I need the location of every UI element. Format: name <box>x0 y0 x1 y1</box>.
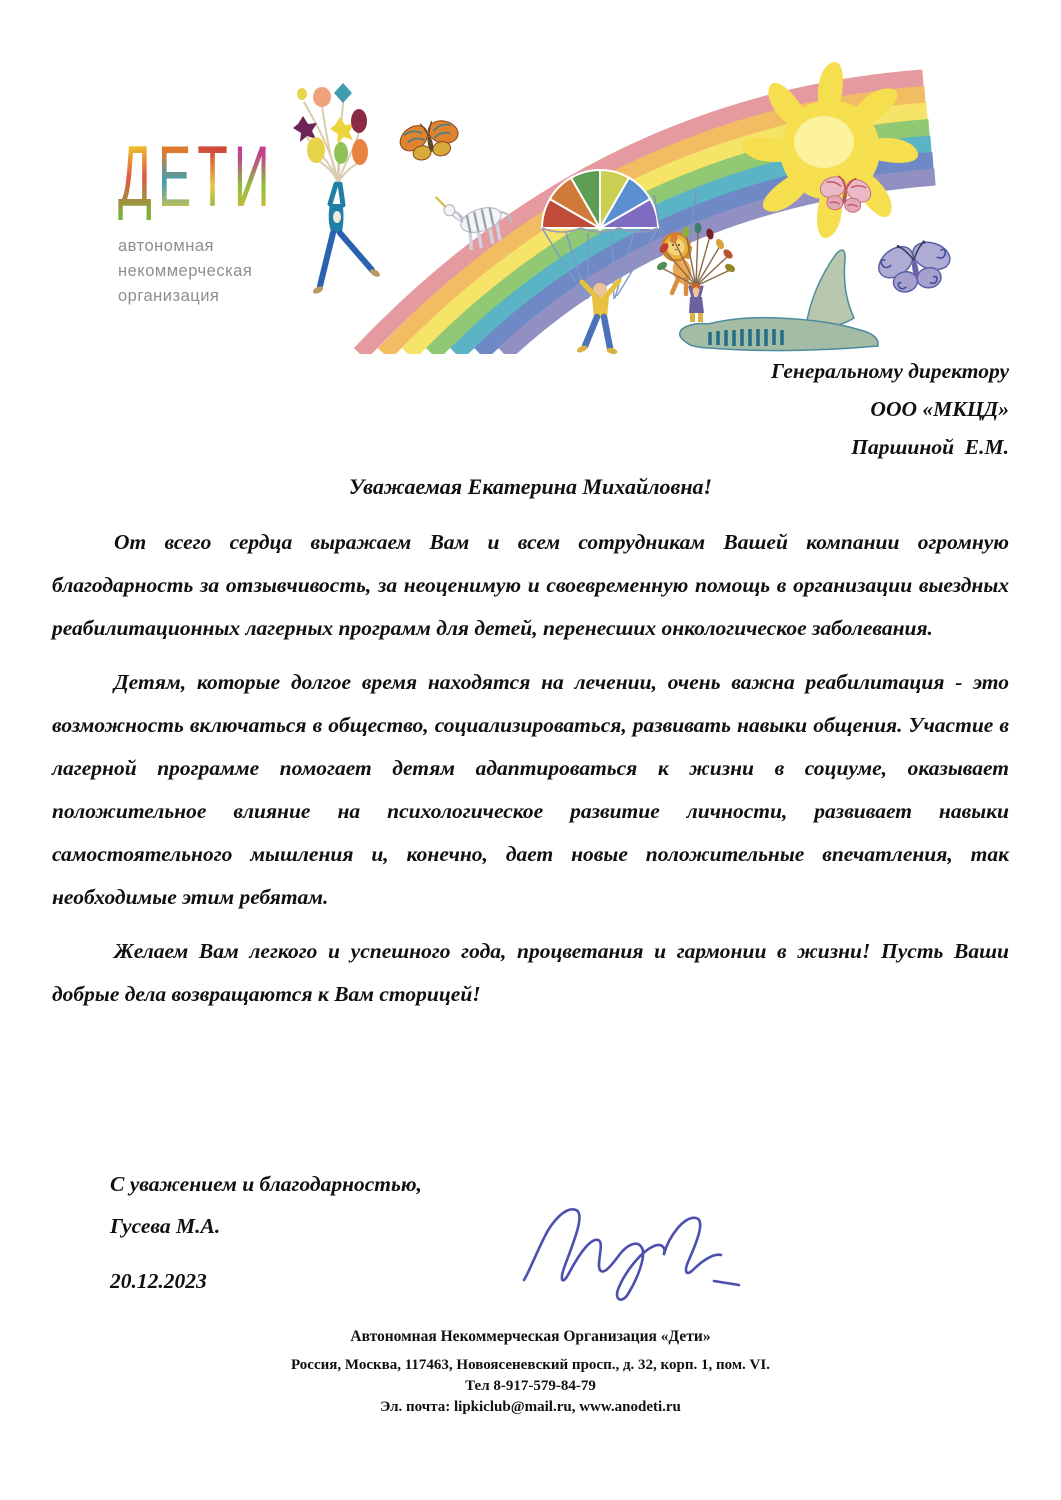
recipient-line: Генеральному директору <box>771 359 1009 383</box>
letter-date: 20.12.2023 <box>110 1269 207 1293</box>
logo-subtitle-line: организация <box>118 287 220 305</box>
org-logo <box>118 128 288 309</box>
logo-letter: Е <box>157 128 192 226</box>
body-paragraph: Желаем Вам легкого и успешного года, процветания и гармонии в жизни! Пусть Ваши добрые дела возвращаются к Вам сторицей! <box>52 939 1009 1006</box>
footer-org-name: Автономная Некоммерческая Организация «Дети» <box>350 1328 711 1345</box>
footer-phone: Тел 8-917-579-84-79 <box>465 1378 596 1394</box>
letter-body <box>52 521 1009 1027</box>
logo-subtitle <box>118 234 288 309</box>
recipient-line: Паршиной Е.М. <box>851 435 1009 459</box>
signer-name: Гусева М.А. <box>110 1214 221 1238</box>
closing-block <box>110 1163 422 1302</box>
logo-letter: Т <box>197 128 228 226</box>
logo-wordmark <box>118 128 288 226</box>
header-artwork <box>268 62 993 354</box>
body-paragraph: От всего сердца выражаем Вам и всем сотрудникам Вашей компании огромную благодарность за отзывчивость, за неоценимую и своевременную помощь в организации выездных реабилитационных лагерных программ для детей, перенесших онкологическое заболевания. <box>52 530 1009 640</box>
logo-letter: И <box>233 128 270 226</box>
recipient-block <box>771 352 1009 466</box>
footer-email: Эл. почта: lipkiclub@mail.ru, www.anodeti.ru <box>380 1399 681 1415</box>
salutation: Уважаемая Екатерина Михайловна! <box>348 474 713 499</box>
logo-subtitle-line: некоммерческая <box>118 262 253 280</box>
logo-subtitle-line: автономная <box>118 237 214 255</box>
butterfly-orange-icon <box>393 112 466 164</box>
footer-address: Россия, Москва, 117463, Новоясеневский просп., д. 32, корп. 1, пом. VI. <box>291 1357 770 1373</box>
logo-letter: Д <box>118 128 152 226</box>
body-paragraph: Детям, которые долгое время находятся на лечении, очень важна реабилитация - это возможность включаться в общество, социализироваться, развивать навыки общения. Участие в лагерной программе помогает детям адаптироваться к жизни в социуме, оказывает положительное влияние на психологическое развитие личности, развивает навыки самостоятельного мышления и, конечно, дает новые положительные впечатления, так необходимые этим ребятам. <box>52 670 1009 909</box>
recipient-line: ООО «МКЦД» <box>870 397 1009 421</box>
balloon-figure-icon <box>293 83 381 295</box>
signature-image <box>518 1188 748 1303</box>
closing-regards: С уважением и благодарностью, <box>110 1172 422 1196</box>
footer-block <box>0 1326 1061 1418</box>
butterfly-purple-icon <box>870 232 959 297</box>
